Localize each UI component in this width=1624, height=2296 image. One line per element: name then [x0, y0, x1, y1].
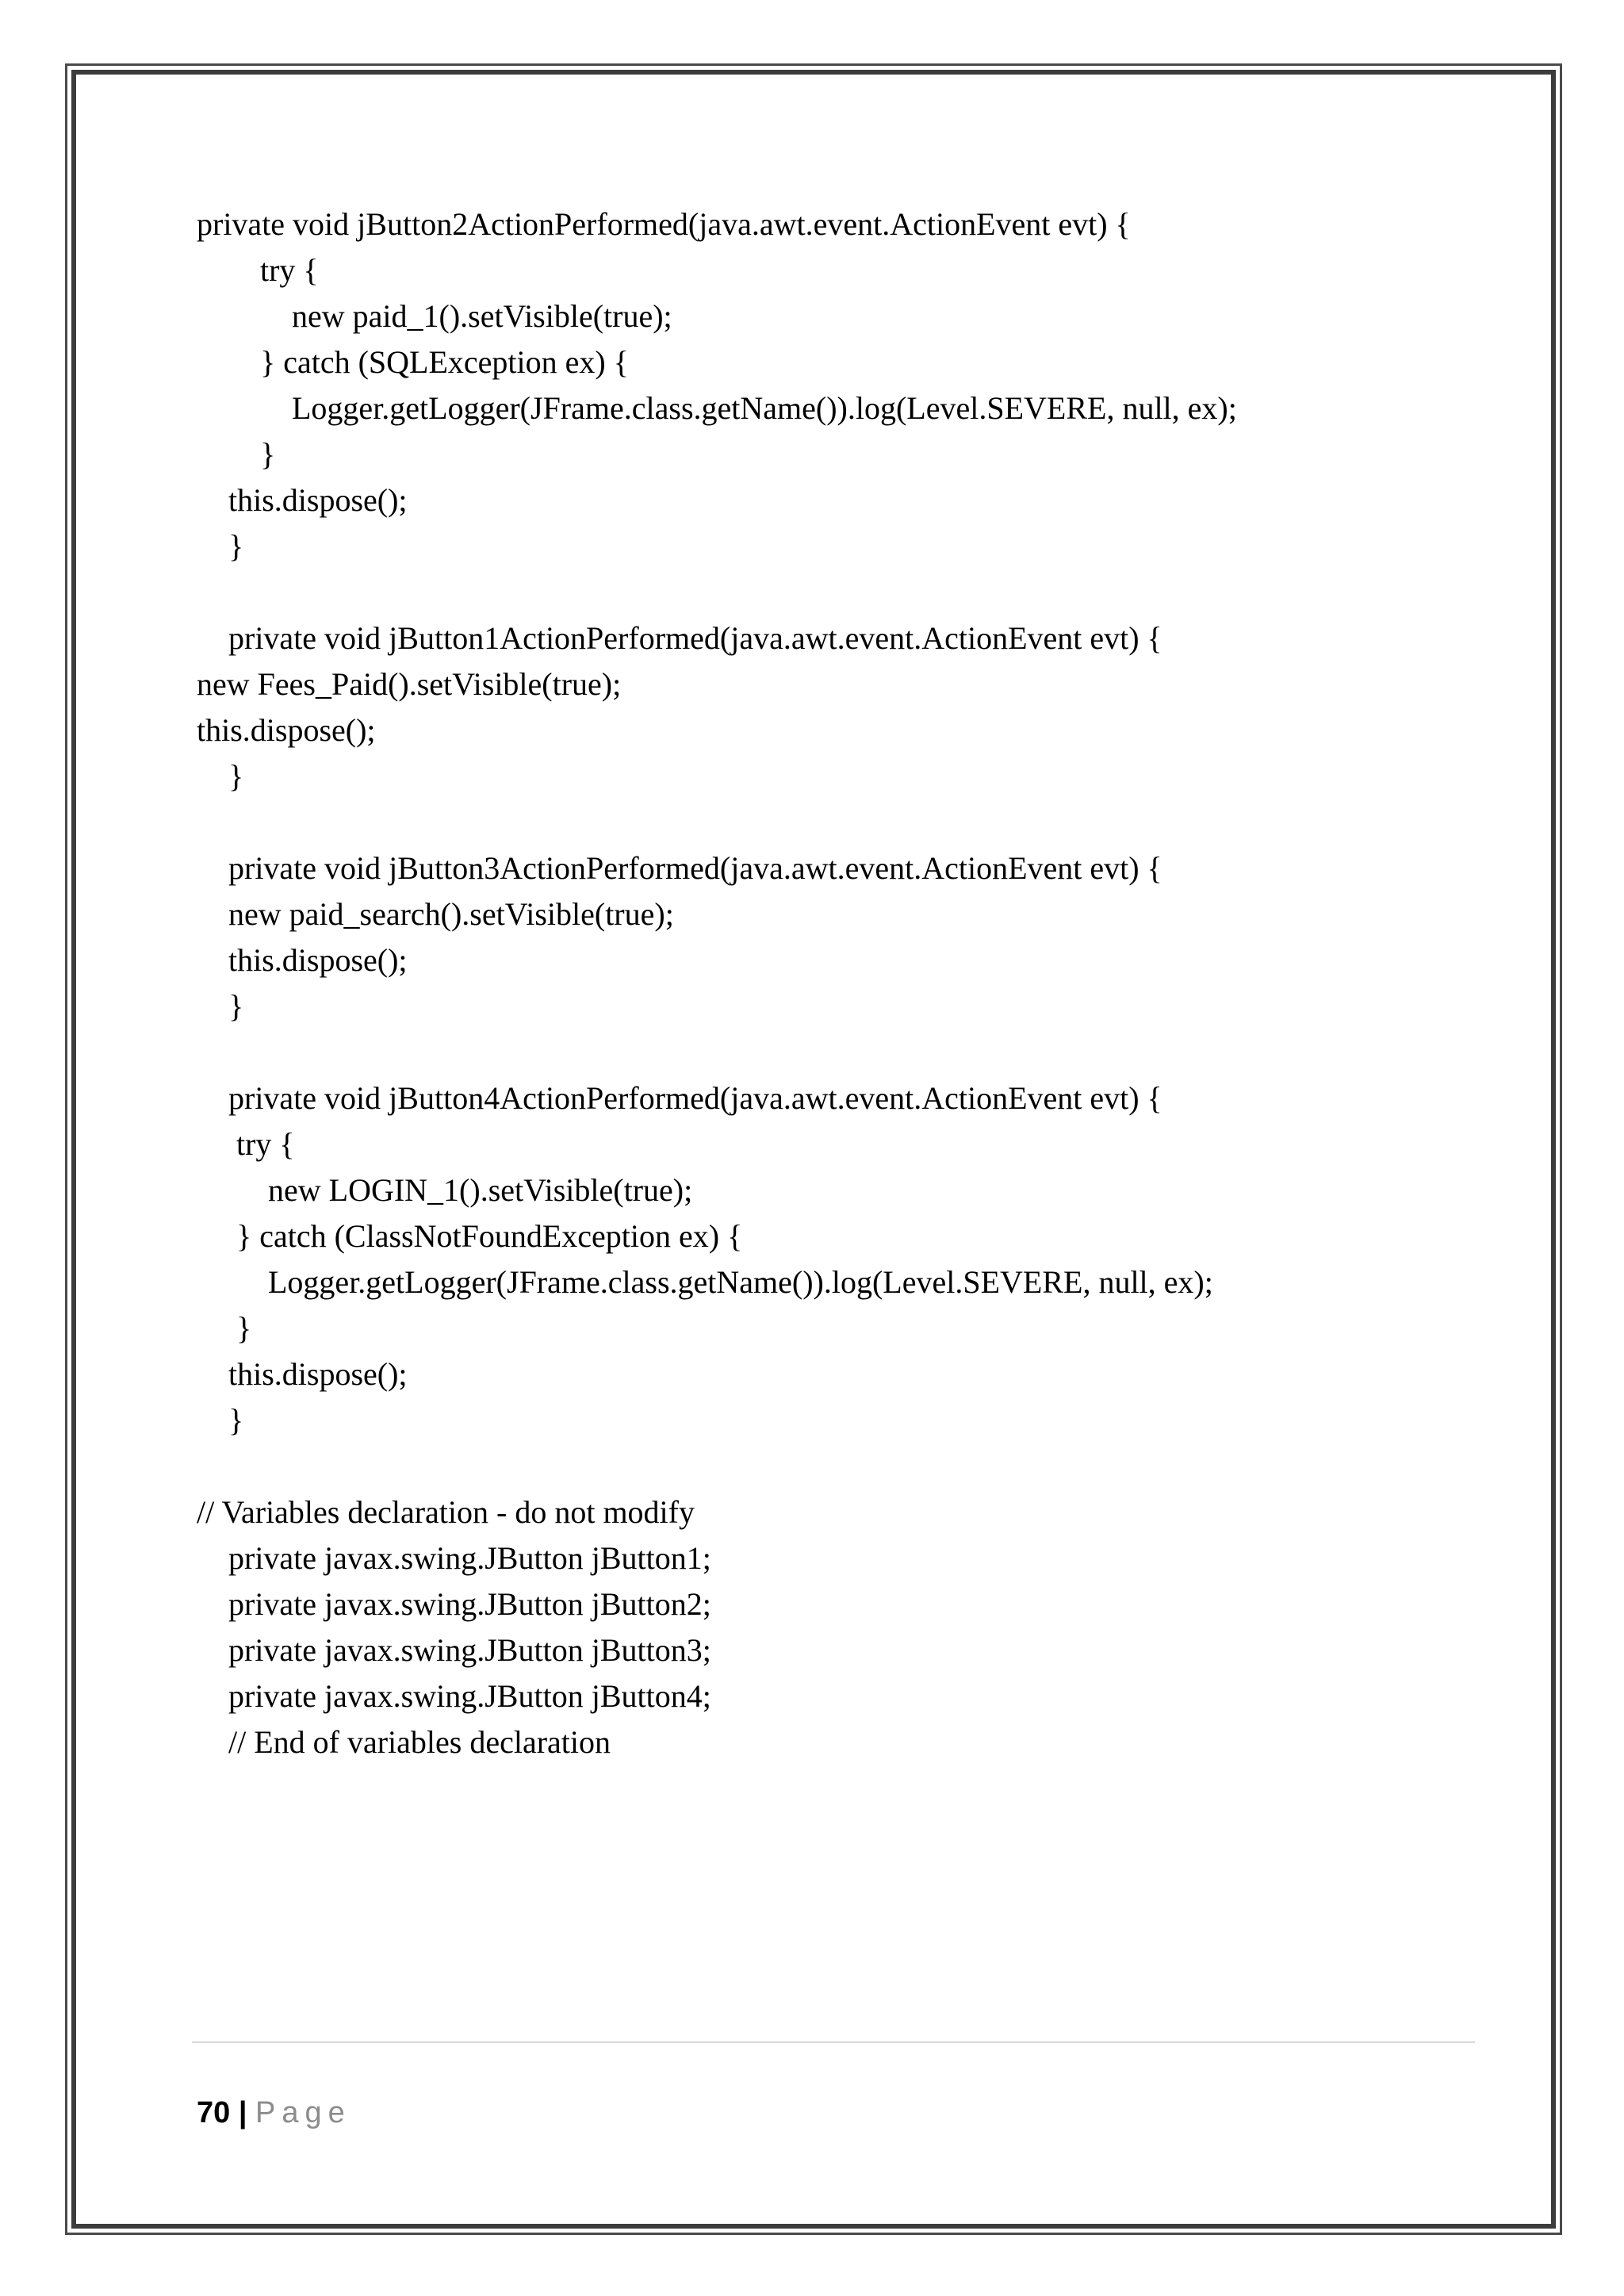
code-line: this.dispose(); [197, 482, 408, 518]
code-line: } [197, 758, 244, 794]
code-block [197, 201, 1481, 1765]
code-line: this.dispose(); [197, 712, 376, 748]
page-label: Page [255, 2096, 351, 2129]
code-line: this.dispose(); [197, 1356, 408, 1392]
code-line [197, 569, 1481, 615]
code-line [197, 799, 1481, 845]
code-line: new LOGIN_1().setVisible(true); [197, 1172, 693, 1208]
code-line: private void jButton2ActionPerformed(java.awt.event.ActionEvent evt) { [197, 206, 1131, 242]
code-line: new Fees_Paid().setVisible(true); [197, 666, 622, 702]
code-line: Logger.getLogger(JFrame.class.getName()).log(Level.SEVERE, null, ex); [197, 1264, 1213, 1300]
code-line: new paid_1().setVisible(true); [197, 298, 672, 334]
code-line: this.dispose(); [197, 942, 408, 978]
code-line: } [197, 988, 244, 1024]
code-line: } catch (ClassNotFoundException ex) { [197, 1218, 743, 1254]
code-line: private javax.swing.JButton jButton2; [197, 1586, 711, 1622]
code-line: private javax.swing.JButton jButton4; [197, 1678, 711, 1714]
code-line: private void jButton3ActionPerformed(java.awt.event.ActionEvent evt) { [197, 850, 1162, 886]
code-line: } [197, 1402, 244, 1438]
code-line: // Variables declaration - do not modify [197, 1494, 695, 1530]
code-line: private void jButton4ActionPerformed(java.awt.event.ActionEvent evt) { [197, 1080, 1162, 1116]
page-number: 70 [197, 2096, 231, 2129]
code-line: } [197, 436, 276, 472]
code-line: } [197, 1310, 252, 1346]
code-line [197, 1029, 1481, 1075]
code-line: private void jButton1ActionPerformed(java.awt.event.ActionEvent evt) { [197, 620, 1162, 656]
code-line: new paid_search().setVisible(true); [197, 896, 674, 932]
code-line: Logger.getLogger(JFrame.class.getName()).log(Level.SEVERE, null, ex); [197, 390, 1237, 426]
code-line: // End of variables declaration [197, 1724, 611, 1760]
footer-divider [192, 2041, 1475, 2043]
page-footer [197, 2094, 351, 2132]
code-line [197, 1443, 1481, 1489]
code-line: private javax.swing.JButton jButton3; [197, 1632, 711, 1668]
code-line: } [197, 528, 244, 564]
page-separator: | [230, 2096, 256, 2129]
code-line: try { [197, 252, 319, 288]
code-line: try { [197, 1126, 295, 1162]
code-line: } catch (SQLException ex) { [197, 344, 629, 380]
code-line: private javax.swing.JButton jButton1; [197, 1540, 711, 1576]
